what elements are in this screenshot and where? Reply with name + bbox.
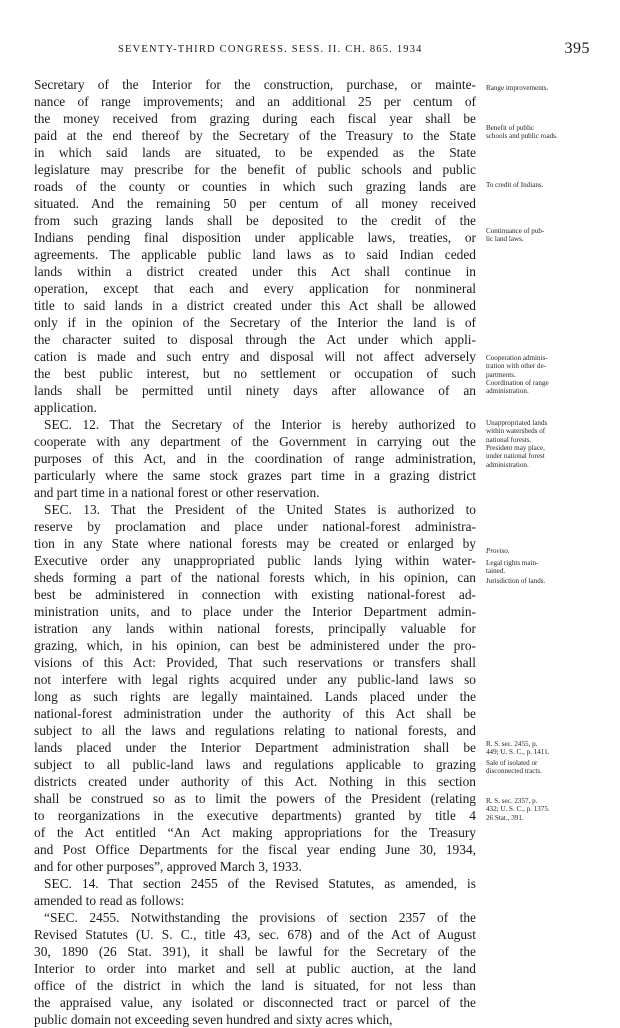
- text-line: shall be construed so as to limit the powers of the President (relating: [34, 791, 476, 806]
- text-line: subject to all the laws and regulations relating to national forests, and: [34, 723, 476, 738]
- text-line: tion in any State where national forests may be created or enlarged by: [34, 536, 476, 551]
- margin-note-line: Coordination of range: [486, 379, 549, 387]
- margin-note: [486, 547, 594, 555]
- text-line: operation, except that each and every application for nonmineral: [34, 281, 476, 296]
- margin-note-line: Range improvements.: [486, 84, 549, 92]
- text-line: paid at the end thereof by the Secretary of the Treasury to the State: [34, 128, 476, 143]
- margin-note: [486, 577, 594, 585]
- margin-note-line: Sale of isolated or: [486, 759, 538, 767]
- margin-note: [486, 379, 594, 396]
- text-line: SEC. 14. That section 2455 of the Revised Statutes, as amended, is: [44, 876, 476, 891]
- margin-note-line: 432; U. S. C., p. 1375.: [486, 805, 550, 814]
- text-line: agreements. The applicable public land laws as to said Indian ceded: [34, 247, 476, 262]
- text-line: of the Act entitled “An Act making appropriations for the Treasury: [34, 825, 476, 840]
- text-line: grazing, which, in his opinion, can best be administered under the pro-: [34, 638, 476, 653]
- margin-note-line: within watersheds of: [486, 427, 546, 436]
- text-line: 30, 1890 (26 Stat. 391), it shall be lawful for the Secretary of the: [34, 944, 476, 959]
- margin-note-line: Continuance of pub-: [486, 227, 545, 235]
- margin-note-line: Jurisdiction of lands.: [486, 577, 546, 585]
- margin-note: [486, 124, 594, 141]
- margin-note-line: Cooperation adminis-: [486, 354, 548, 362]
- text-line: istration any lands within national forests, principally valuable for: [34, 621, 476, 636]
- margin-note: [486, 181, 594, 189]
- text-line: and part time in a national forest or other reservation.: [34, 485, 320, 500]
- text-line: the appraised value, any isolated or disconnected tract or parcel of the: [34, 995, 476, 1010]
- text-line: lands placed under the Interior Department administration shall be: [34, 740, 476, 755]
- text-line: roads of the county or counties in which such grazing lands are: [34, 179, 476, 194]
- page-number: 395: [564, 40, 590, 57]
- text-line: visions of this Act: Provided, That such reservations or transfers shall: [34, 655, 476, 670]
- margin-note-line: 449; U. S. C., p. 1411.: [486, 748, 550, 757]
- margin-note-line: administration.: [486, 387, 529, 396]
- text-line: SEC. 13. That the President of the United States is authorized to: [44, 502, 476, 517]
- statute-text: [34, 76, 476, 1028]
- text-line: the best public interest, but no settlement or occupation of such: [34, 366, 476, 381]
- text-line: Interior to order into market and sell at public auction, at the land: [34, 961, 476, 976]
- text-line: application.: [34, 400, 97, 415]
- text-line: reserve by proclamation and place under national-forest administra-: [34, 519, 476, 534]
- margin-note-line: R. S. sec. 2455, p.: [486, 740, 538, 748]
- margin-note: [486, 759, 594, 776]
- text-line: particularly where the same stock grazes part time in a grazing district: [34, 468, 476, 483]
- text-line: sheds forming a part of the national forests which, in his opinion, can: [34, 570, 476, 585]
- margin-note: [486, 559, 594, 576]
- margin-note-line: tained.: [486, 567, 506, 576]
- text-line: purposes of this Act, and in the coordination of range administration,: [34, 451, 476, 466]
- margin-note-line: R. S. sec. 2357, p.: [486, 797, 538, 805]
- margin-note: [486, 354, 594, 379]
- margin-note: [486, 227, 594, 244]
- margin-note-line: partments.: [486, 370, 516, 379]
- text-line: the money received from grazing during each fiscal year shall be: [34, 111, 476, 126]
- text-line: subject to all public-land laws and regulations applicable to grazing: [34, 757, 476, 772]
- margin-note-line: Benefit of public: [486, 124, 535, 132]
- text-line: national-forest administration under the authority of this Act shall be: [34, 706, 476, 721]
- text-line: the character suited to disposal through the Act under which appli-: [34, 332, 476, 347]
- margin-note-line: disconnected tracts.: [486, 767, 542, 776]
- text-line: title to said lands in a district created under this Act shall be allowed: [34, 298, 476, 313]
- margin-note-line: tration with other de-: [486, 362, 547, 371]
- text-line: best be administered in connection with existing national-forest ad-: [34, 587, 476, 602]
- text-line: ministration units, and to place under the Interior Department admin-: [34, 604, 476, 619]
- text-line: Executive order any unappropriated public lands lying within water-: [34, 553, 476, 568]
- text-line: lands within a district created under this Act shall continue in: [34, 264, 476, 279]
- text-line: and Post Office Departments for the fiscal year ending June 30, 1934,: [34, 842, 476, 857]
- text-line: only if in the opinion of the Secretary of the Interior the land is of: [34, 315, 476, 330]
- text-line: legislature may prescribe for the benefit of public schools and public: [34, 162, 476, 177]
- margin-note-line: To credit of Indians.: [486, 181, 544, 189]
- text-line: lands shall be permitted until ninety days after allowance of an: [34, 383, 476, 398]
- text-line: from such grazing lands shall be deposited to the credit of the: [34, 213, 476, 228]
- text-line: cation is made and such entry and disposal will not affect adversely: [34, 349, 476, 364]
- page-header: [34, 40, 590, 60]
- margin-note: [486, 444, 594, 469]
- margin-note: [486, 797, 594, 822]
- text-line: public domain not exceeding seven hundred and sixty acres which,: [34, 1012, 393, 1027]
- text-line: Revised Statutes (U. S. C., title 43, sec. 678) and of the Act of August: [34, 927, 476, 942]
- text-line: cooperate with any department of the Government in carrying out the: [34, 434, 476, 449]
- text-line: “SEC. 2455. Notwithstanding the provisions of section 2357 of the: [44, 910, 476, 925]
- margin-note-line: lic land laws.: [486, 235, 524, 244]
- margin-note-line: national forests.: [486, 435, 532, 444]
- text-line: not interfere with legal rights acquired under any public-land laws so: [34, 672, 476, 687]
- margin-note-line: Unappropriated lands: [486, 419, 548, 427]
- text-line: situated. And the remaining 50 per centum of all money received: [34, 196, 476, 211]
- margin-note: [486, 419, 594, 444]
- text-line: SEC. 12. That the Secretary of the Interior is hereby authorized to: [44, 417, 476, 432]
- text-line: Secretary of the Interior for the construction, purchase, or mainte-: [34, 77, 476, 92]
- margin-note-line: 26 Stat., 391.: [486, 813, 524, 822]
- margin-note-line: Proviso.: [486, 547, 510, 555]
- text-line: office of the district in which the land is situated, for not less than: [34, 978, 476, 993]
- text-line: in which said lands are situated, to be expended as the State: [34, 145, 476, 160]
- margin-note-line: under national forest: [486, 452, 545, 461]
- text-line: nance of range improvements; and an additional 25 per centum of: [34, 94, 476, 109]
- text-line: long as such rights are legally maintained. Lands placed under the: [34, 689, 476, 704]
- text-line: to reorganizations in the executive departments) granted by title 4: [34, 808, 476, 823]
- text-line: districts created under authority of this Act. Nothing in this section: [34, 774, 476, 789]
- running-head: SEVENTY-THIRD CONGRESS. SESS. II. CH. 865. 1934: [118, 44, 423, 55]
- margin-note-line: schools and public roads.: [486, 132, 558, 141]
- text-line: amended to read as follows:: [34, 893, 185, 908]
- margin-note-line: Legal rights main-: [486, 559, 539, 567]
- margin-note-line: administration.: [486, 460, 529, 469]
- margin-note-line: President may place,: [486, 444, 545, 452]
- text-line: Indians pending final disposition under applicable laws, treaties, or: [34, 230, 476, 245]
- margin-note: [486, 740, 594, 757]
- text-line: and for other purposes”, approved March 3, 1933.: [34, 859, 302, 874]
- margin-note: [486, 84, 594, 92]
